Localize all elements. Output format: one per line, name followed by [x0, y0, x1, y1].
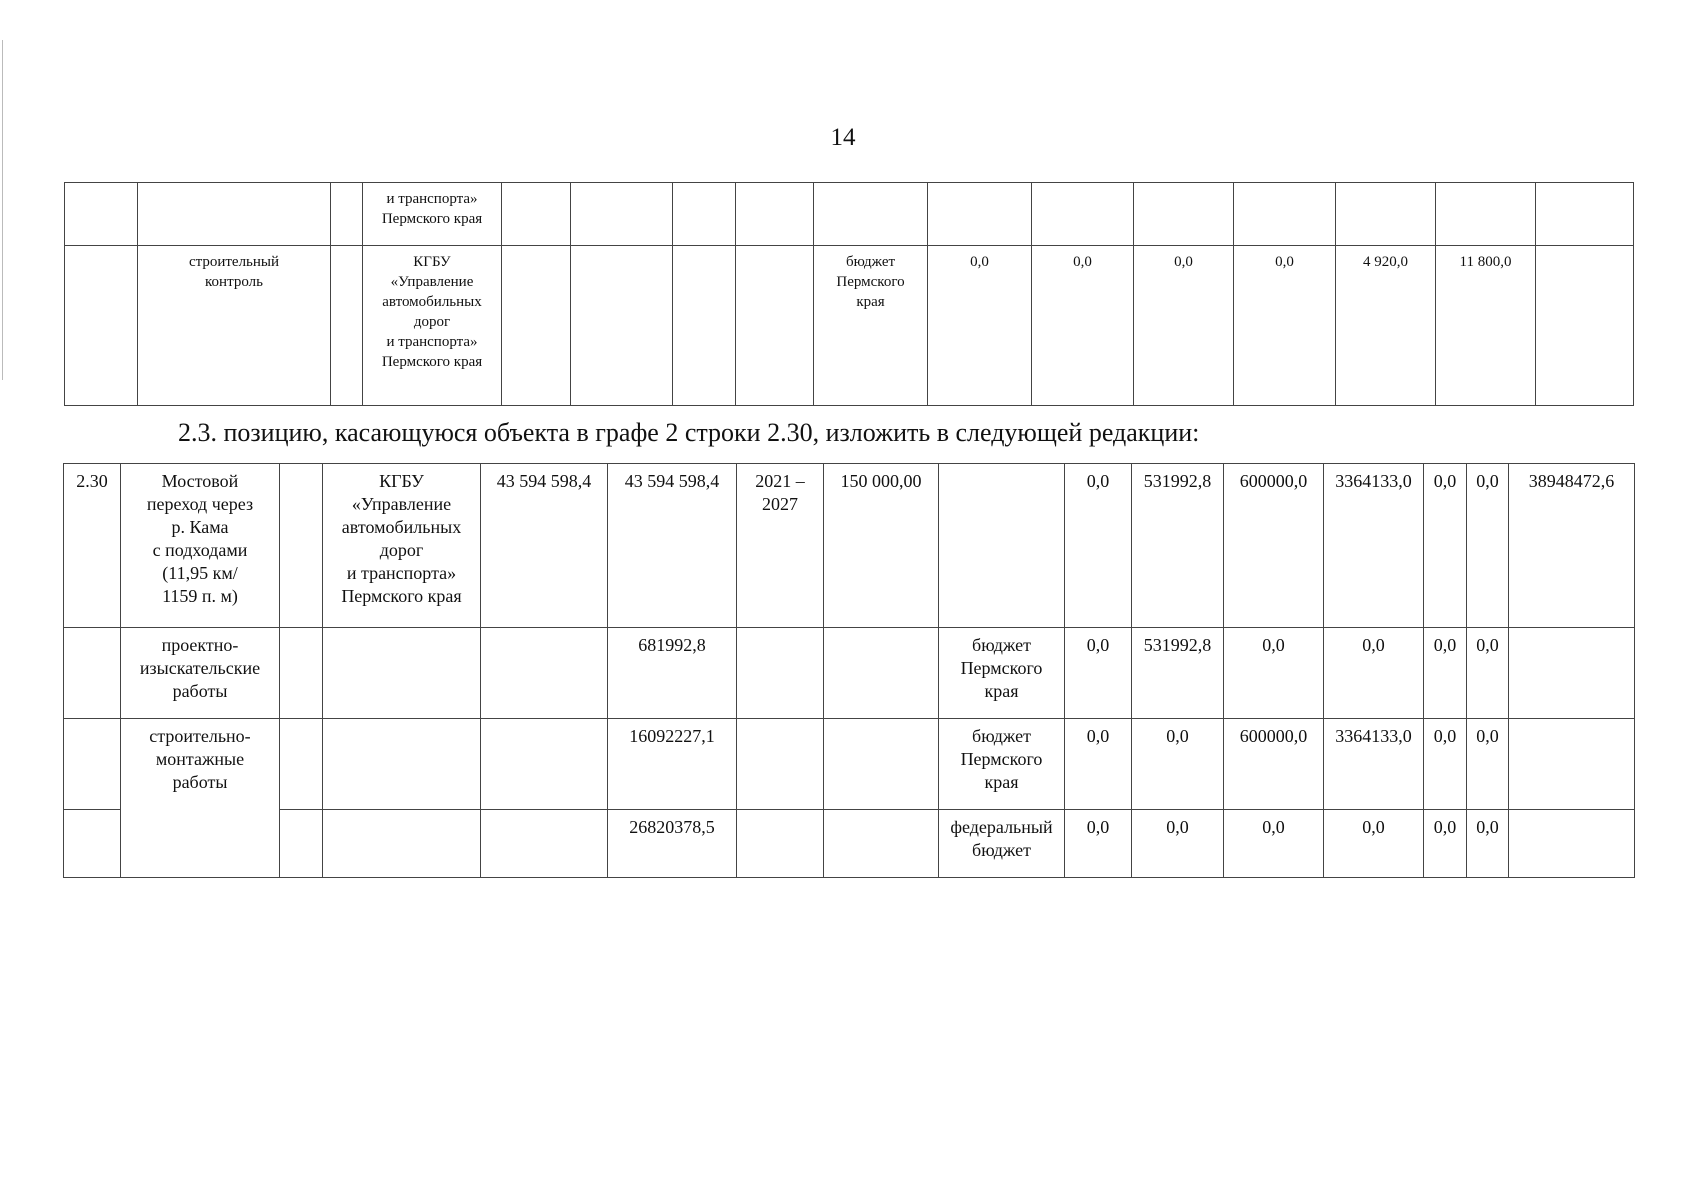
table-cell [571, 246, 673, 406]
table-cell [814, 183, 928, 246]
table-cell [502, 246, 571, 406]
table-row [64, 628, 1635, 719]
table-cell [481, 628, 608, 719]
continuation-table [64, 182, 1634, 406]
table-cell [736, 246, 814, 406]
table-cell [737, 628, 824, 719]
table-cell: 150 000,00 [824, 464, 939, 628]
table-row [64, 810, 1635, 878]
table-cell: 531992,8 [1132, 464, 1224, 628]
table-cell: бюджет Пермского края [939, 628, 1065, 719]
table-cell: 3364133,0 [1324, 464, 1424, 628]
table-cell [65, 183, 138, 246]
table-cell: 11 800,0 [1436, 246, 1536, 406]
table-cell: 0,0 [1132, 810, 1224, 878]
table-cell [1032, 183, 1134, 246]
table-cell [736, 183, 814, 246]
table-cell [64, 719, 121, 810]
table-cell: 0,0 [1065, 464, 1132, 628]
table-cell: 0,0 [1467, 810, 1509, 878]
table-cell: 0,0 [1132, 719, 1224, 810]
table-cell [1509, 810, 1635, 878]
table-cell [1336, 183, 1436, 246]
table-cell: 0,0 [1324, 810, 1424, 878]
table-cell [824, 628, 939, 719]
table-cell: 0,0 [1467, 464, 1509, 628]
table-cell: 0,0 [1224, 810, 1324, 878]
table-cell: 0,0 [1032, 246, 1134, 406]
table-cell: 600000,0 [1224, 719, 1324, 810]
table-cell: 0,0 [1424, 628, 1467, 719]
table-cell [280, 810, 323, 878]
table-cell [1134, 183, 1234, 246]
table-cell: 600000,0 [1224, 464, 1324, 628]
table-cell [673, 246, 736, 406]
table-cell: 0,0 [1467, 628, 1509, 719]
table-row [65, 246, 1634, 406]
table-cell: бюджет Пермского края [939, 719, 1065, 810]
table-cell: 0,0 [1424, 810, 1467, 878]
table-cell [1509, 719, 1635, 810]
table-cell: 0,0 [1424, 719, 1467, 810]
table-row [64, 464, 1635, 628]
table-cell: 0,0 [1224, 628, 1324, 719]
table-cell [928, 183, 1032, 246]
table-cell: 0,0 [928, 246, 1032, 406]
table-cell [138, 183, 331, 246]
table-cell: 2.30 [64, 464, 121, 628]
table-cell: 681992,8 [608, 628, 737, 719]
table-cell [673, 183, 736, 246]
table-cell [1436, 183, 1536, 246]
table-cell [737, 719, 824, 810]
table-cell: 43 594 598,4 [608, 464, 737, 628]
table-cell [939, 464, 1065, 628]
table-cell: проектно- изыскательские работы [121, 628, 280, 719]
table-cell: 531992,8 [1132, 628, 1224, 719]
table-cell: 26820378,5 [608, 810, 737, 878]
table-cell: строительный контроль [138, 246, 331, 406]
table-cell [64, 810, 121, 878]
table-cell [824, 719, 939, 810]
table-cell [824, 810, 939, 878]
table-cell: бюджет Пермского края [814, 246, 928, 406]
page-number: 14 [830, 124, 856, 151]
table-cell: 43 594 598,4 [481, 464, 608, 628]
table-cell: 38948472,6 [1509, 464, 1635, 628]
table-cell: и транспорта» Пермского края [363, 183, 502, 246]
table-cell: КГБУ «Управление автомобильных дорог и транспорта» Пермского края [363, 246, 502, 406]
table-cell [1536, 246, 1634, 406]
table-cell [331, 246, 363, 406]
table-cell [1234, 183, 1336, 246]
table-cell [481, 719, 608, 810]
table-cell [323, 719, 481, 810]
table-row [64, 719, 1635, 810]
table-cell: строительно- монтажные работы [121, 719, 280, 878]
table-cell [323, 628, 481, 719]
table-cell [280, 464, 323, 628]
table-cell [571, 183, 673, 246]
table-cell [323, 810, 481, 878]
table-cell [65, 246, 138, 406]
table-cell [280, 719, 323, 810]
table-cell: 0,0 [1324, 628, 1424, 719]
table-cell: 0,0 [1134, 246, 1234, 406]
table-cell: федеральный бюджет [939, 810, 1065, 878]
table-cell: 0,0 [1065, 719, 1132, 810]
table-cell: Мостовой переход через р. Кама с подходами (11,95 км/ 1159 п. м) [121, 464, 280, 628]
table-cell [481, 810, 608, 878]
table-cell: 0,0 [1424, 464, 1467, 628]
table-cell: 2021 – 2027 [737, 464, 824, 628]
table-cell [280, 628, 323, 719]
table-cell [64, 628, 121, 719]
table-cell [737, 810, 824, 878]
table-cell [331, 183, 363, 246]
table-cell: 16092227,1 [608, 719, 737, 810]
table-row [65, 183, 1634, 246]
table-cell: 0,0 [1065, 628, 1132, 719]
table-cell [1509, 628, 1635, 719]
scan-margin-line [2, 40, 3, 380]
object-table [63, 463, 1635, 878]
table-cell: 4 920,0 [1336, 246, 1436, 406]
table-cell: 0,0 [1065, 810, 1132, 878]
table-cell: КГБУ «Управление автомобильных дорог и транспорта» Пермского края [323, 464, 481, 628]
table-cell [1536, 183, 1634, 246]
table-cell [502, 183, 571, 246]
table-cell: 0,0 [1234, 246, 1336, 406]
table-cell: 0,0 [1467, 719, 1509, 810]
table-cell: 3364133,0 [1324, 719, 1424, 810]
amendment-instruction: 2.3. позицию, касающуюся объекта в графе 2 строки 2.30, изложить в следующей редакции: [178, 418, 1200, 447]
